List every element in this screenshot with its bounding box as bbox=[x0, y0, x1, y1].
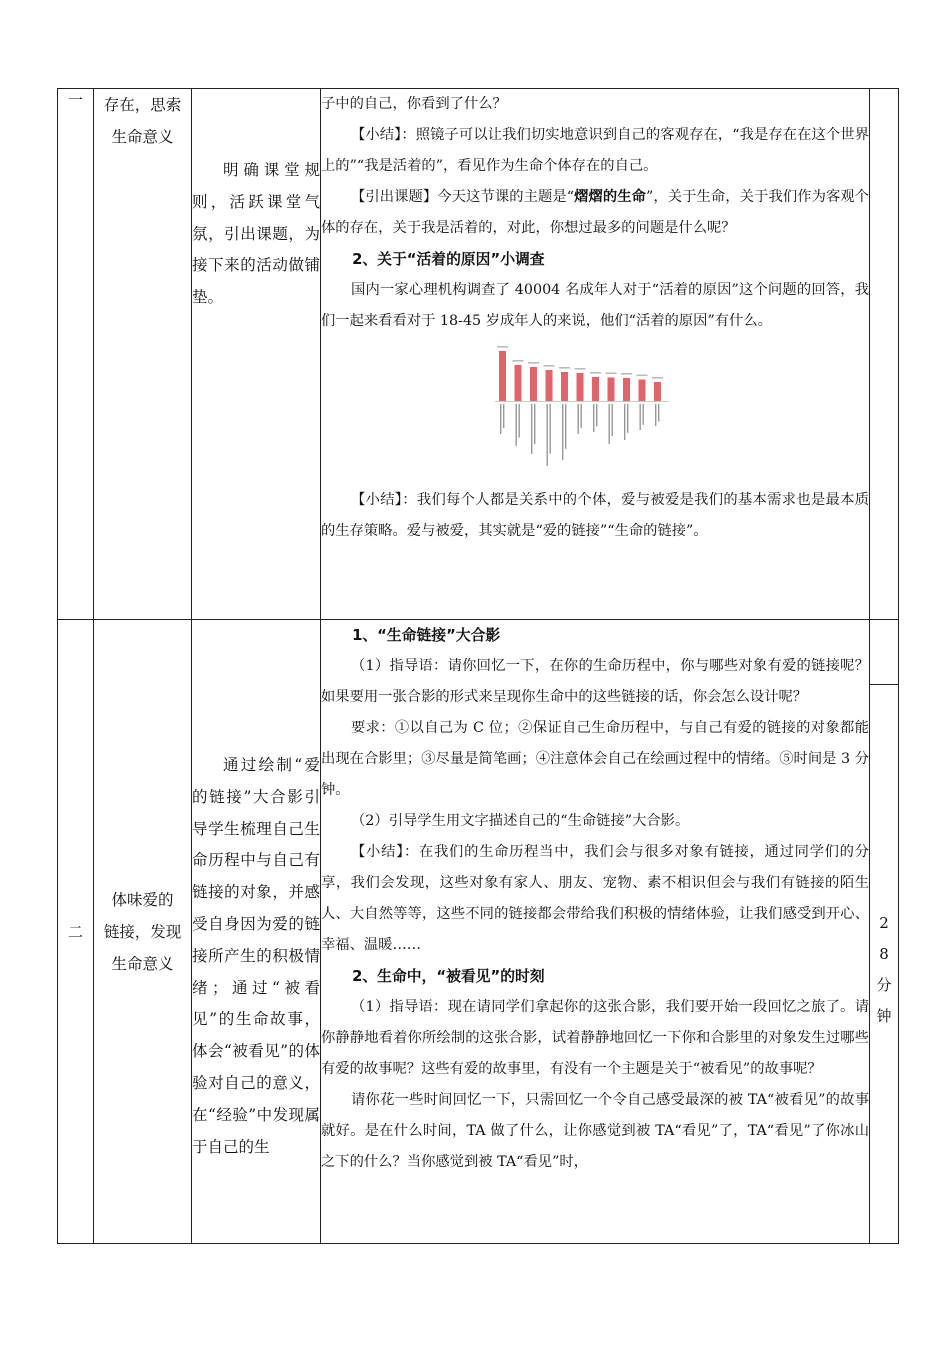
survey-bar-category-label-mark bbox=[609, 404, 610, 444]
survey-bar bbox=[499, 351, 506, 401]
closing-summary-tag: 【小结】 bbox=[351, 492, 403, 508]
row-1-step-title bbox=[94, 89, 192, 620]
survey-chart bbox=[321, 343, 869, 477]
survey-bar bbox=[546, 370, 553, 401]
group-photo-instruction: （1）指导语：请你回忆一下，在你的生命历程中，你与哪些对象有爱的链接呢？如果要用一张合影的形式来呈现你生命中的这些链接的话，你会怎么设计呢？ bbox=[321, 658, 869, 705]
being-seen-heading: 2、生命中，“被看见”的时刻 bbox=[352, 968, 545, 985]
survey-bar-value-mark bbox=[621, 373, 632, 375]
survey-bar-chart bbox=[493, 343, 683, 473]
group-photo-description-step: （2）引导学生用文字描述自己的“生命链接”大合影。 bbox=[351, 813, 690, 829]
row-2-design-intent bbox=[192, 620, 321, 1244]
row-2-summary-tag: 【小结】 bbox=[351, 844, 404, 860]
summary-tag: 【小结】 bbox=[351, 127, 402, 143]
row-2-duration bbox=[870, 908, 898, 1032]
survey-bar-value-mark bbox=[637, 375, 648, 377]
row-1-summary-paragraph bbox=[321, 120, 869, 182]
lesson-row-2 bbox=[58, 620, 899, 1244]
row-2-summary-text: ：在我们的生命历程当中，我们会与很多对象有链接，通过同学们的分享，我们会发现，这些对象有家人、朋友、宠物、素不相识但会与我们有链接的陌生人、大自然等等，这些不同的链接都会带给我们积极的情绪体验，让我们感受到开心、幸福、温暖…… bbox=[321, 844, 869, 953]
row-1-seq-number: 一 bbox=[58, 89, 94, 620]
survey-bar-value-mark bbox=[497, 346, 508, 348]
survey-bar bbox=[515, 365, 522, 401]
survey-bar-category-label-mark bbox=[578, 404, 579, 434]
topic-intro-text-b: ”，关于生命，关于我们作为客观个体的存在，关于我是活着的，对此，你想过最多的问题是什么呢？ bbox=[321, 189, 870, 236]
survey-section-heading: 2、关于“活着的原因”小调查 bbox=[352, 251, 545, 268]
survey-bar bbox=[654, 382, 661, 401]
row-1-closing-summary bbox=[321, 485, 869, 547]
survey-bar-category-label-mark bbox=[624, 404, 625, 440]
survey-bar-category-label-mark bbox=[596, 404, 597, 426]
survey-bar-category-label-mark bbox=[581, 404, 582, 428]
lesson-topic-title: 熠熠的生命 bbox=[574, 189, 647, 205]
survey-bar-value-mark bbox=[652, 377, 663, 379]
survey-bar-category-label-mark bbox=[640, 404, 641, 430]
row-1-activity-content bbox=[321, 89, 870, 620]
survey-bar-category-label-mark bbox=[593, 404, 594, 432]
survey-bar-category-label-mark bbox=[612, 404, 613, 436]
row-2-step-line-1: 体味爱的 bbox=[111, 890, 174, 909]
survey-bar-category-label-mark bbox=[658, 404, 659, 422]
survey-bar bbox=[639, 380, 646, 402]
being-seen-instruction: （1）指导语：现在请同学们拿起你的这张合影，我们要开始一段回忆之旅了。请你静静地看着你所绘制的这张合影，试着静静地回忆一下你和合影里的对象发生过哪些有爱的故事呢？这些有爱的故事里，有没有一个主题是关于“被看见”的故事呢？ bbox=[321, 999, 869, 1077]
row-1-design-intent-text: 明确课堂规则，活跃课堂气氛，引出课题，为接下来的活动做铺垫。 bbox=[192, 161, 320, 307]
survey-bar-category-label-mark bbox=[534, 404, 535, 444]
survey-bar bbox=[623, 378, 630, 401]
row-2-step-line-3: 生命意义 bbox=[111, 954, 174, 973]
row-1-topic-intro-paragraph bbox=[321, 182, 869, 244]
duration-char-4: 钟 bbox=[876, 1007, 892, 1025]
lesson-plan-table bbox=[57, 88, 899, 1244]
summary-text: ：照镜子可以让我们切实地意识到自己的客观存在，“我是存在在这个世界上的”“我是活着的”，看见作为生命个体存在的自己。 bbox=[321, 127, 869, 174]
group-photo-heading: 1、“生命链接”大合影 bbox=[352, 627, 501, 644]
survey-bar-value-mark bbox=[544, 365, 555, 367]
survey-bar-value-mark bbox=[559, 367, 570, 369]
survey-bar-category-label-mark bbox=[519, 404, 520, 438]
survey-bar-value-mark bbox=[575, 368, 586, 370]
row-2-design-intent-text: 通过绘制“爱的链接”大合影引导学生梳理自己生命历程中与自己有链接的对象，并感受自身因为爱的链接所产生的积极情绪；通过“被看见”的生命故事，体会“被看见”的体验对自己的意义，在“经验”中发现属于自己的生 bbox=[192, 756, 320, 1156]
survey-bar-category-label-mark bbox=[516, 404, 517, 446]
survey-bar-category-label-mark bbox=[565, 404, 566, 449]
topic-intro-tag: 【引出课题】 bbox=[351, 189, 438, 205]
survey-bar bbox=[577, 373, 584, 401]
being-seen-recall-prompt: 请你花一些时间回忆一下，只需回忆一个令自己感受最深的被 TA“被看见”的故事就好。是在什么时间，TA 做了什么，让你感觉到被 TA“看见”了，TA“看见”了你冰山之下的什么？当你感觉到被 TA“看见”时， bbox=[321, 1092, 869, 1170]
row-2-time-cell bbox=[870, 620, 899, 1244]
survey-bar-category-label-mark bbox=[547, 404, 548, 466]
survey-bar bbox=[592, 377, 599, 401]
topic-intro-text-a: 今天这节课的主题是“ bbox=[437, 189, 575, 205]
survey-bar-value-mark bbox=[528, 362, 539, 364]
group-photo-requirements: 要求：①以自己为 C 位；②保证自己生命历程中，与自己有爱的链接的对象都能出现在合影里；③尽量是简笔画；④注意体会自己在绘画过程中的情绪。⑤时间是 3 分钟。 bbox=[321, 720, 869, 798]
survey-bar-value-mark bbox=[513, 360, 524, 362]
row-1-time-cell bbox=[870, 89, 899, 620]
time-cell-divider bbox=[870, 684, 898, 685]
row-1-step-line-1: 存在，思索 bbox=[103, 96, 182, 114]
survey-bar-category-label-mark bbox=[531, 404, 532, 454]
row-2-step-line-2: 链接，发现 bbox=[103, 922, 182, 941]
row-1-design-intent bbox=[192, 89, 321, 620]
survey-bar bbox=[608, 378, 615, 402]
row-1-step-line-2: 生命意义 bbox=[111, 128, 174, 146]
lesson-row-1 bbox=[58, 89, 899, 620]
duration-char-1: 2 bbox=[879, 914, 889, 932]
row-2-seq-number: 二 bbox=[58, 620, 94, 1244]
duration-char-2: 8 bbox=[879, 945, 889, 963]
survey-bar-value-mark bbox=[590, 372, 601, 374]
survey-bar-category-label-mark bbox=[562, 404, 563, 460]
survey-bar bbox=[561, 372, 568, 401]
survey-bar-category-label-mark bbox=[643, 404, 644, 425]
survey-bar-category-label-mark bbox=[503, 404, 504, 428]
survey-bar-category-label-mark bbox=[627, 404, 628, 433]
survey-bar-category-label-mark bbox=[550, 404, 551, 454]
row-2-step-title bbox=[94, 620, 192, 1244]
closing-summary-text: ：我们每个人都是关系中的个体，爱与被爱是我们的基本需求也是最本质的生存策略。爱与被爱，其实就是“爱的链接”“生命的链接”。 bbox=[321, 492, 869, 539]
duration-char-3: 分 bbox=[876, 976, 892, 994]
survey-bar-value-mark bbox=[606, 373, 617, 375]
row-1-paragraph-1: 子中的自己，你看到了什么？ bbox=[321, 96, 507, 112]
row-2-summary-paragraph bbox=[321, 837, 869, 961]
survey-bar-category-label-mark bbox=[655, 404, 656, 426]
row-2-activity-content bbox=[321, 620, 870, 1244]
survey-bar-category-label-mark bbox=[500, 404, 501, 434]
survey-description: 国内一家心理机构调查了 40004 名成年人对于“活着的原因”这个问题的回答，我们一起来看看对于 18-45 岁成年人的来说，他们“活着的原因”有什么。 bbox=[321, 282, 869, 329]
survey-bar bbox=[530, 367, 537, 401]
